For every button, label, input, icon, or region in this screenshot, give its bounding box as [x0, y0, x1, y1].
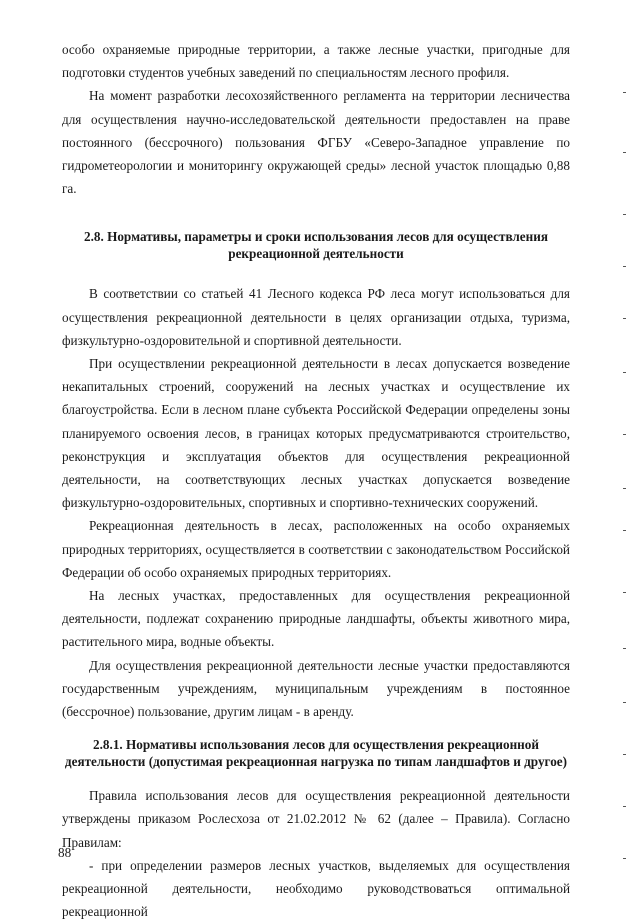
page-number: 88 [58, 845, 72, 860]
paragraph-intro-continued: особо охраняемые природные территории, а также лесные участки, пригодные для подготовки студентов учебных заведений по специальностям лесного профиля. [62, 42, 570, 81]
paragraph-temporary-structures: При осуществлении рекреационной деятельности в лесах допускается возведение некапитальных строений, сооружений на лесных участках и осуществление их благоустройства. Если в лесном плане субъекта Российской Федерации определены зоны планируемого освоения лесов, в границах которых предусматриваются строительство, реконструкция и эксплуатация объектов для осуществления рекреационной деятельности, на соответствующих лесных участках допускается возведение физкультурно-оздоровительных, спортивных и спортивно-технических сооружений. [62, 356, 570, 511]
paragraph-article-41: В соответствии со статьей 41 Лесного кодекса РФ леса могут использоваться для осуществления рекреационной деятельности в целях организации отдыха, туризма, физкультурно-оздоровительной и спортивной деятельности. [62, 286, 570, 348]
paragraph-rules-order: Правила использования лесов для осуществления рекреационной деятельности утверждены приказом Рослесхоза от 21.02.2012 № 62 (далее – Правила). Согласно Правилам: [62, 788, 570, 850]
paragraph-plot-provision: Для осуществления рекреационной деятельности лесные участки предоставляются государственным учреждениям, муниципальным учреждениям в постоянное (бессрочное) пользование, другим лицам - в аренду. [62, 657, 570, 720]
section-heading-2-8: 2.8. Нормативы, параметры и сроки использования лесов для осуществления рекреационной деятельности [84, 229, 548, 262]
section-heading-2-8-1: 2.8.1. Нормативы использования лесов для осуществления рекреационной деятельности (допустимая рекреационная нагрузка по типам ландшафтов и другое) [64, 737, 568, 770]
paragraph-protected-areas: Рекреационная деятельность в лесах, расположенных на особо охраняемых природных территориях, осуществляется в соответствии с законодательством Российской Федерации об особо охраняемых природных территориях. [62, 518, 570, 580]
paragraph-landscape-preservation: На лесных участках, предоставленных для осуществления рекреационной деятельности, подлежат сохранению природные ландшафты, объекты животного мира, растительного мира, водные объекты. [62, 588, 570, 650]
scan-edge-marks [610, 0, 640, 905]
paragraph-rules-item: - при определении размеров лесных участков, выделяемых для осуществления рекреационной деятельности, необходимо руководствоваться оптимальной рекреационной [62, 857, 570, 920]
paragraph-research-plot: На момент разработки лесохозяйственного регламента на территории лесничества для осуществления научно-исследовательской деятельности предоставлен на праве постоянного (бессрочного) пользования ФГБУ «Северо-Западное управление по гидрометеорологии и мониторингу окружающей среды» лесной участок площадью 0,88 га. [62, 88, 570, 197]
page-content [62, 38, 570, 924]
